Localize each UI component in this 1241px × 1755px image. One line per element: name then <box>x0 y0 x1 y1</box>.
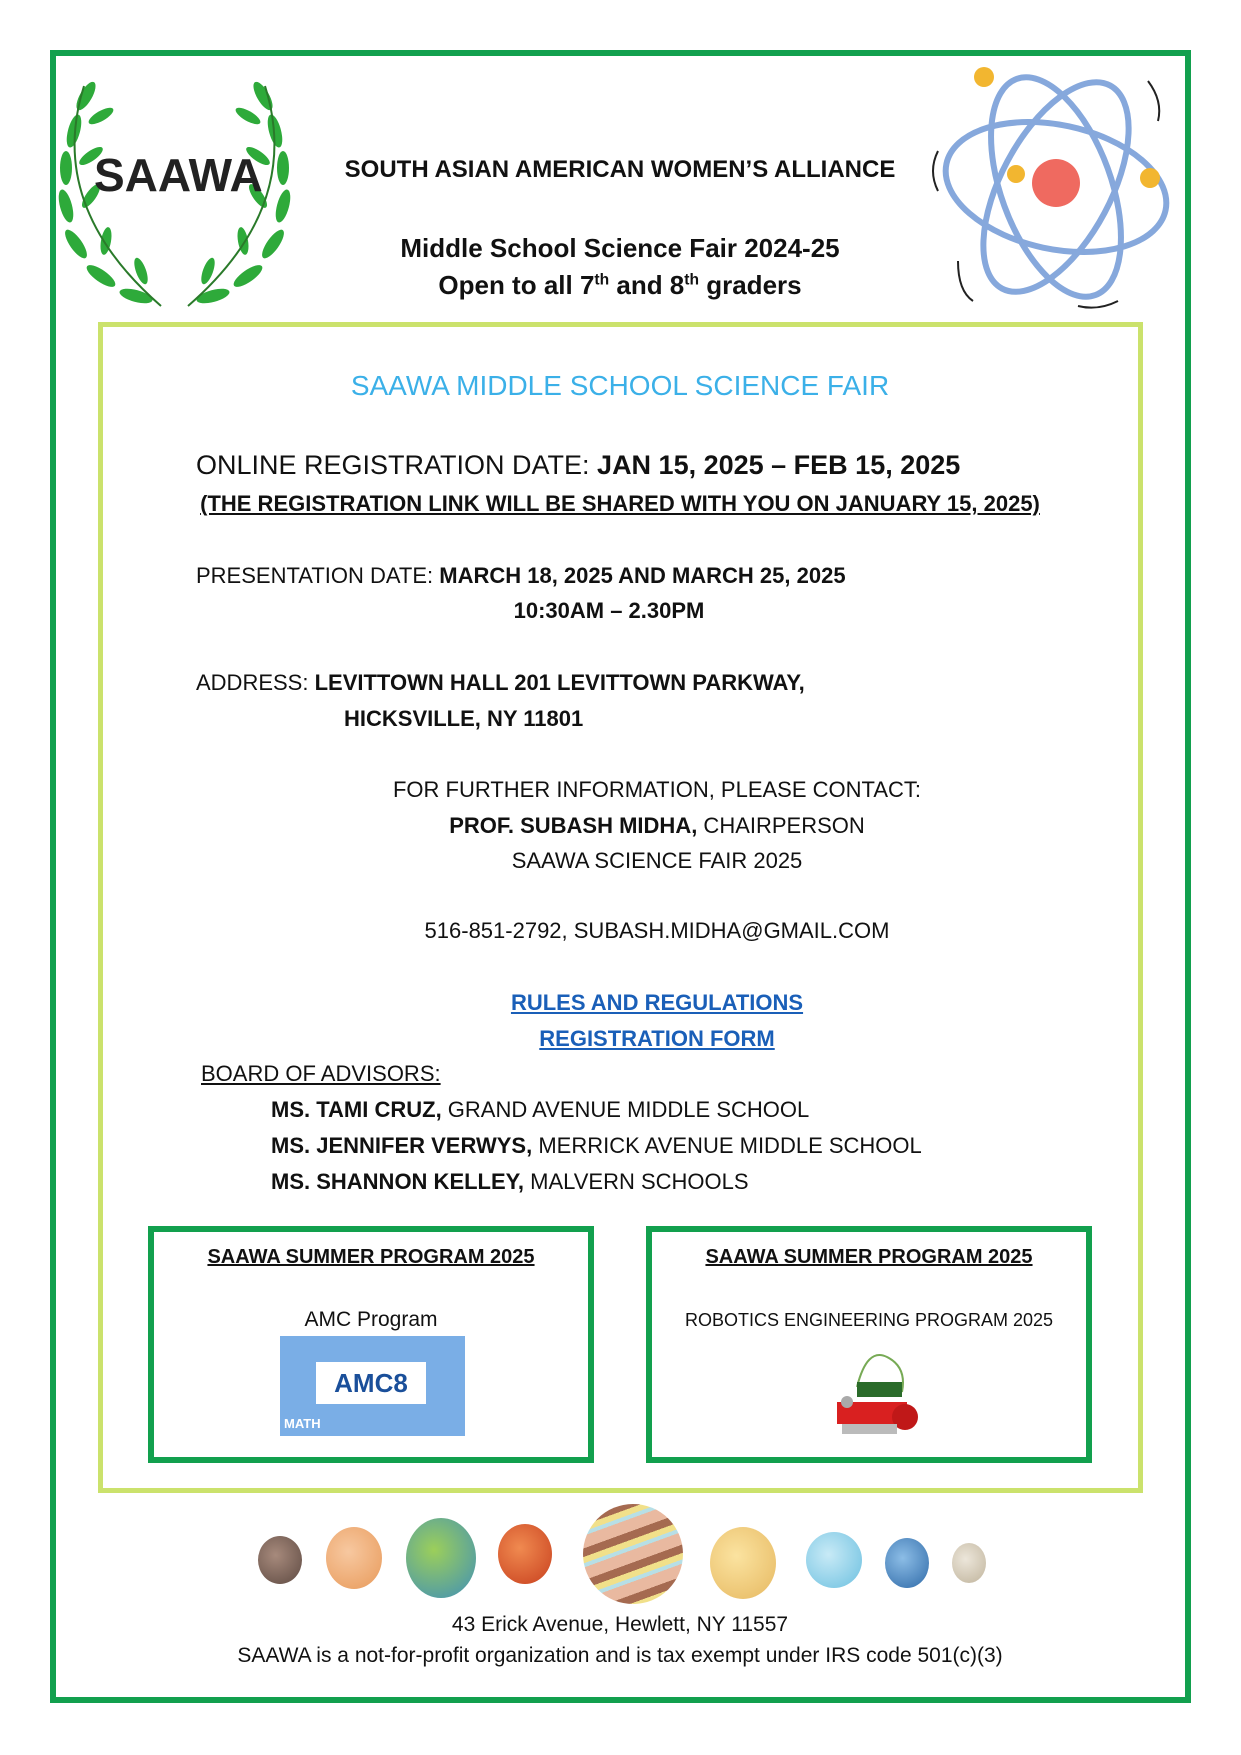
amc8-image: AMC8 MATH <box>280 1336 465 1436</box>
saawa-laurel-logo <box>56 56 293 319</box>
main-heading: SAAWA MIDDLE SCHOOL SCIENCE FAIR <box>350 370 890 401</box>
logo-text: SAAWA <box>94 149 263 201</box>
advisor-item: MS. JENNIFER VERWYS, MERRICK AVENUE MIDDLE SCHOOL <box>271 1133 922 1158</box>
address-line2: HICKSVILLE, NY 11801 <box>344 706 584 731</box>
footer-address: 43 Erick Avenue, Hewlett, NY 11557 <box>451 1613 789 1636</box>
contact-intro: FOR FURTHER INFORMATION, PLEASE CONTACT: <box>392 777 922 802</box>
presentation-date: PRESENTATION DATE: MARCH 18, 2025 AND MARCH 25, 2025 <box>196 563 846 588</box>
contact-org: SAAWA SCIENCE FAIR 2025 <box>511 848 803 873</box>
event-title: Middle School Science Fair 2024-25 <box>400 233 840 263</box>
footer-tax-note: SAAWA is a not-for-profit organization and is tax exempt under IRS code 501(c)(3) <box>237 1644 1003 1667</box>
registration-form-link[interactable]: REGISTRATION FORM <box>539 1026 775 1051</box>
contact-details: 516-851-2792, SUBASH.MIDHA@GMAIL.COM <box>424 918 890 943</box>
address: ADDRESS: LEVITTOWN HALL 201 LEVITTOWN PARKWAY, <box>196 670 805 695</box>
eligibility: Open to all 7th and 8th graders <box>438 270 802 300</box>
advisor-item: MS. SHANNON KELLEY, MALVERN SCHOOLS <box>271 1169 749 1194</box>
registration-note: (THE REGISTRATION LINK WILL BE SHARED WITH YOU ON JANUARY 15, 2025) <box>200 491 1040 516</box>
rules-link[interactable]: RULES AND REGULATIONS <box>510 990 804 1015</box>
presentation-time: 10:30AM – 2.30PM <box>513 598 705 623</box>
advisor-item: MS. TAMI CRUZ, GRAND AVENUE MIDDLE SCHOOL <box>271 1097 810 1122</box>
program-title: SAAWA SUMMER PROGRAM 2025 <box>207 1246 535 1268</box>
program-title: SAAWA SUMMER PROGRAM 2025 <box>705 1246 1033 1268</box>
program-subtitle: ROBOTICS ENGINEERING PROGRAM 2025 <box>684 1310 1054 1330</box>
org-name: SOUTH ASIAN AMERICAN WOMEN’S ALLIANCE <box>344 156 896 183</box>
atom-illustration <box>928 61 1185 313</box>
registration-date: ONLINE REGISTRATION DATE: JAN 15, 2025 – FEB 15, 2025 <box>196 450 961 480</box>
robotics-program-card <box>646 1226 1092 1463</box>
robot-image <box>827 1347 927 1442</box>
contact-name: PROF. SUBASH MIDHA, CHAIRPERSON <box>449 813 865 838</box>
program-subtitle: AMC Program <box>304 1308 438 1331</box>
amc-program-card <box>148 1226 594 1463</box>
board-title: BOARD OF ADVISORS: <box>201 1061 441 1086</box>
